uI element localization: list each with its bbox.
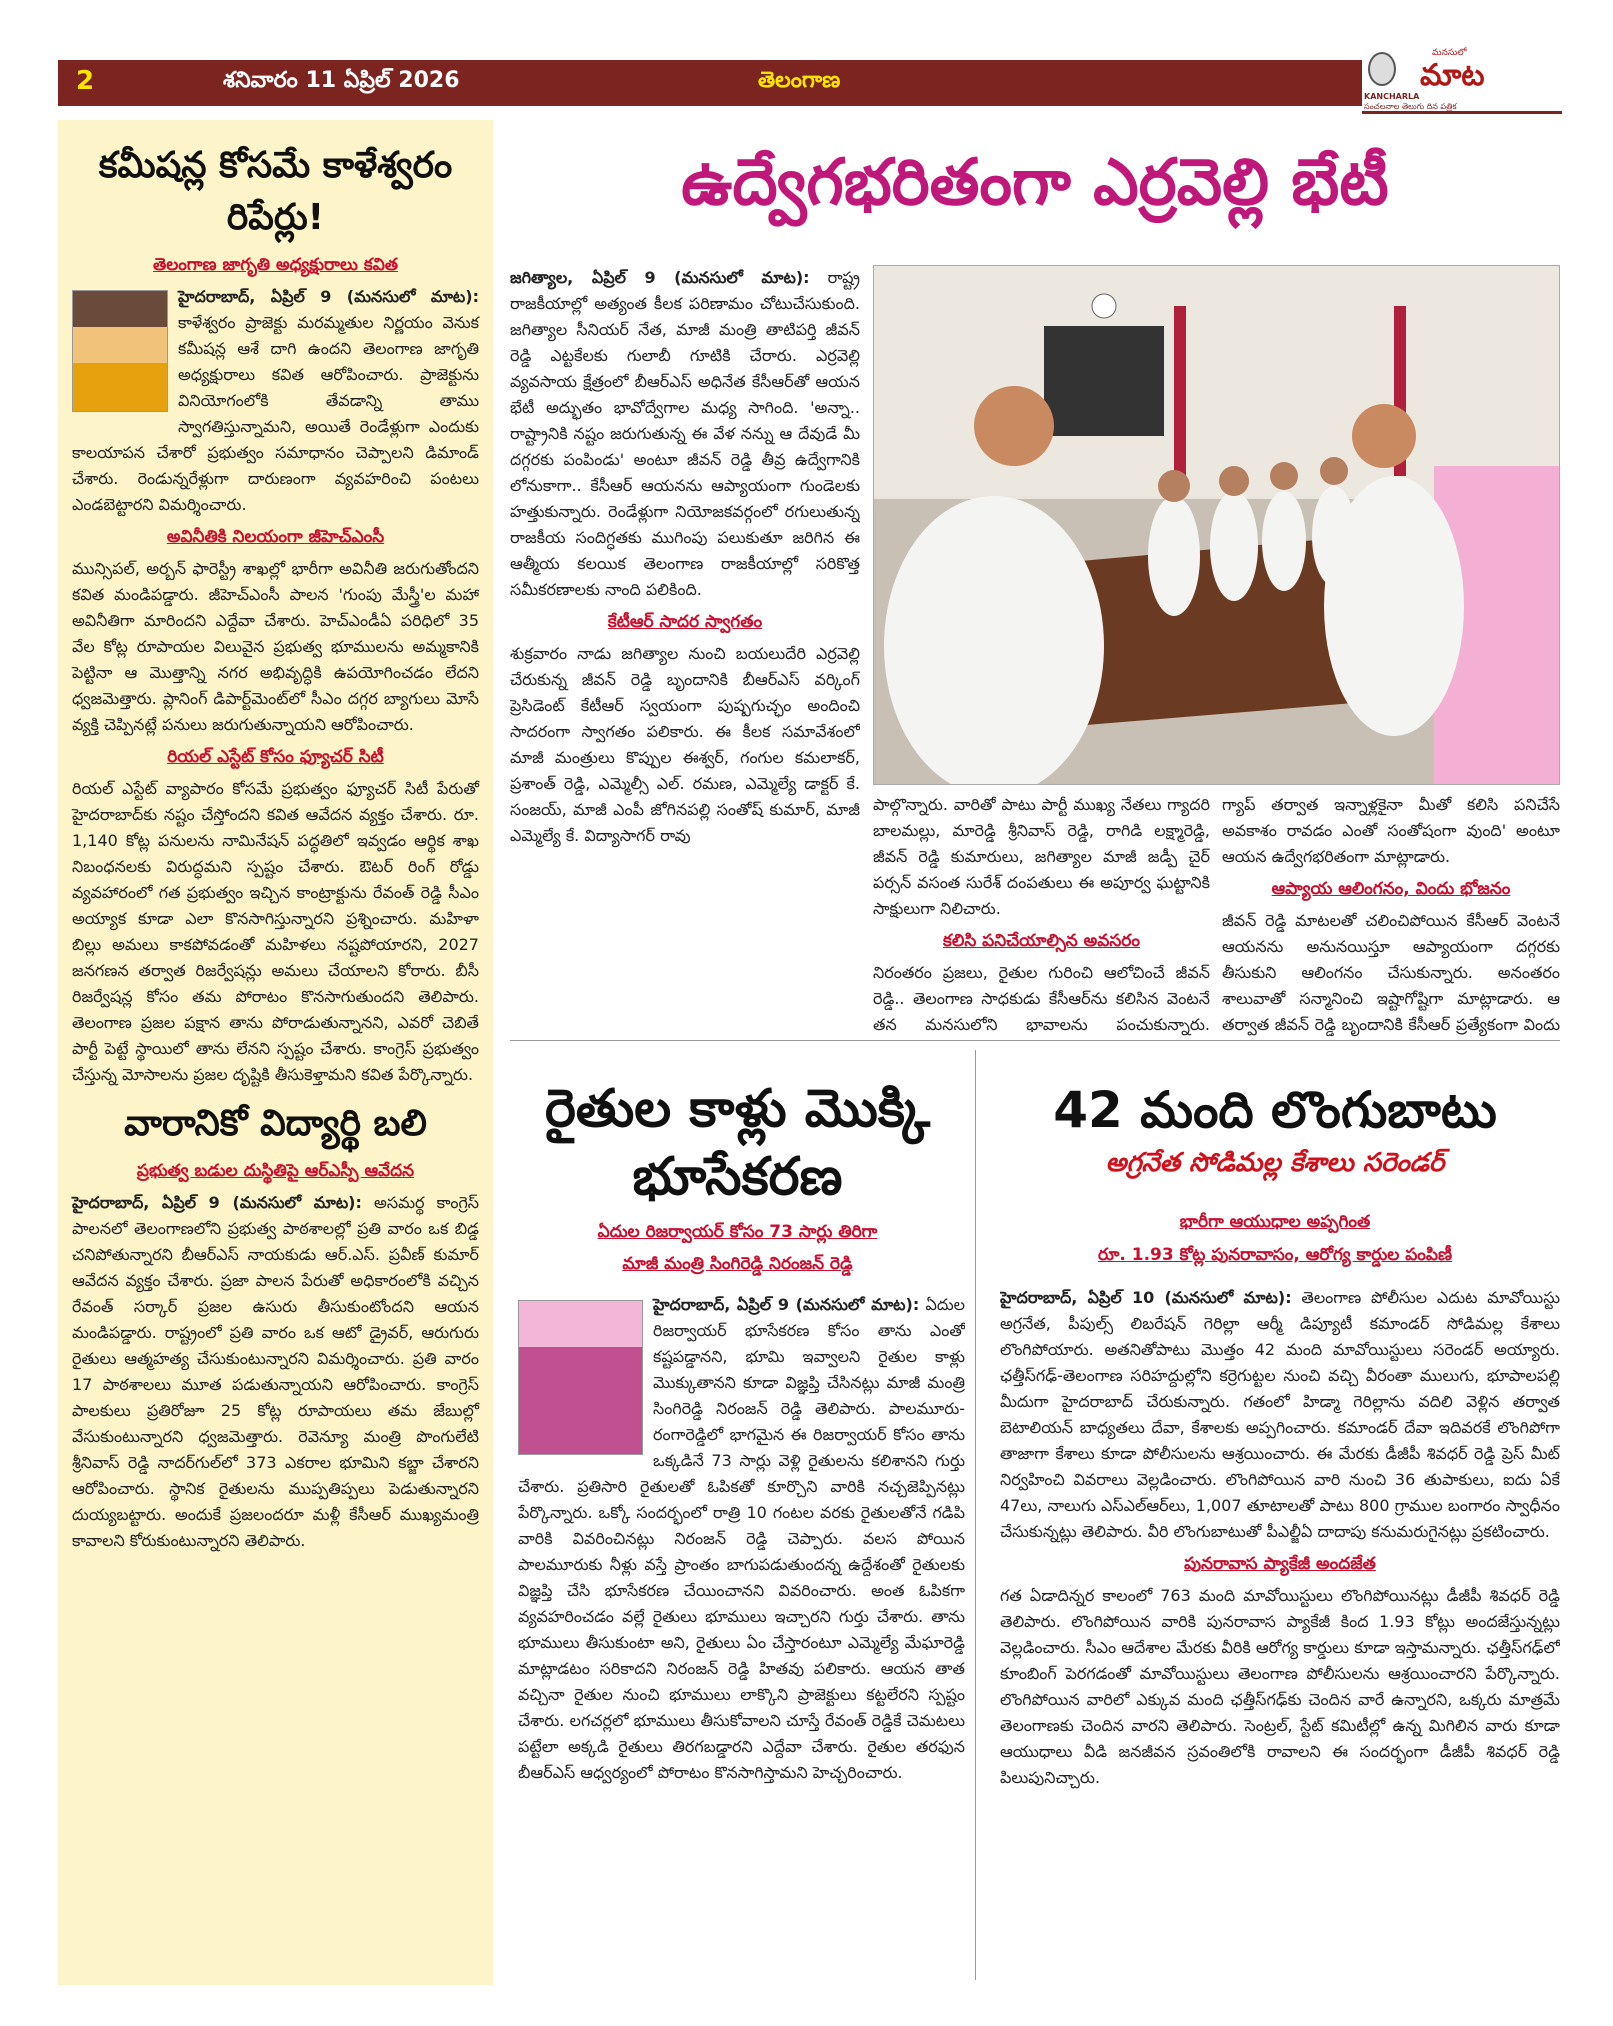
page-number: 2 [76, 66, 95, 96]
vertical-divider [975, 1050, 976, 1980]
article-paragraph [72, 1190, 479, 1554]
dateline: హైదరాబాద్, ఏప్రిల్ 9 (మనసులో మాట): [178, 287, 479, 306]
section-name: తెలంగాణ [758, 68, 841, 93]
subheading: ఆప్యాయ ఆలింగనం, విందు భోజనం [1271, 879, 1511, 899]
paragraph-text: రాష్ట్ర రాజకీయాల్లో అత్యంత కీలక పరిణామం చోటుచేసుకుంది. జగిత్యాల సీనియర్ నేత, మాజీ మంత్రి తాటిపర్తి జీవన్ రెడ్డి ఎట్టకేలకు గులాబీ గూటికి చేరారు. ఎర్రవెల్లి వ్యవసాయ క్షేత్రంలో బీఆర్ఎస్ అధినేత కేసీఆర్‌తో ఆయన భేటీ అద్భుతం భావోద్వేగాల మధ్య సాగింది. 'అన్నా.. రాష్ట్రానికి నష్టం జరుగుతున్న ఈ వేళ నన్ను ఆ దేవుడే మీ దగ్గరకు పంపిండు' అంటూ జీవన్ రెడ్డి తీవ్ర ఉద్వేగానికి లోనుకాగా.. కేసీఆర్ ఆయనను ఆప్యాయంగా గుండెలకు హత్తుకున్నారు. రెండేళ్లుగా నియోజకవర్గంలో రగులుతున్న రాజకీయ సందిగ్ధతకు ముగింపు పలుకుతూ జరిగిన ఈ ఆత్మీయ కలయిక తెలంగాణ రాజకీయాల్లో సరికొత్త సమీకరణాలకు నాంది పలికింది. [510, 268, 860, 599]
subheading: కలిసి పనిచేయాల్సిన అవసరం [943, 931, 1140, 951]
logo-name: మాట [1420, 58, 1485, 93]
maoists-headline: 42 మంది లొంగుబాటు [1053, 1081, 1497, 1139]
farmers-article-body [518, 1292, 965, 1982]
farmers-headline: రైతుల కాళ్లు మొక్కి భూసేకరణ [544, 1079, 931, 1207]
maoists-article-body [1000, 1285, 1560, 1985]
article-paragraph [1000, 1285, 1560, 1545]
paragraph-text: తెలంగాణ పోలీసుల ఎదుట మావోయిస్టు అగ్రనేత, పీపుల్స్ లిబరేషన్ గెరిల్లా ఆర్మీ డిప్యూటీ కమాండర్ సోడిమల్ల కేశాలు లొంగిపోయారు. అతనితోపాటు మొత్తం 42 మంది మావోయిస్టులు సరెండర్ అయ్యారు. ఛత్తీస్‌గఢ్-తెలంగాణ సరిహద్దుల్లోని కర్రెగుట్టల నుంచి వచ్చి వీరంతా ములుగు, భూపాలపల్లి మీదుగా హైదరాబాద్ చేరుకున్నారు. గతంలో హిడ్మా గెరిల్లాను వదిలి వెళ్లిన తర్వాత బెటాలియన్ బాధ్యతలు దేవా, కేశాలకు అప్పగించారు. కమాండర్ దేవా ఇదివరకే లొంగిపోగా తాజాగా కేశాలు కూడా పోలీసులను ఆశ్రయించారు. ఈ మేరకు డీజీపీ శివధర్ రెడ్డి ప్రెస్ మీట్ నిర్వహించి వివరాలు వెల్లడించారు. లొంగిపోయిన వారి నుంచి 36 తుపాకులు, ఐదు ఏకే 47లు, నాలుగు ఎస్ఎల్ఆర్‌లు, 1,007 తూటాలతో పాటు 800 గ్రాముల బంగారం స్వాధీనం చేసుకున్నట్లు తెలిపారు. వీరి లొంగుబాటుతో పీఎల్జీఏ దాదాపు కనుమరుగైనట్లు ప్రకటించారు. [1000, 1288, 1560, 1541]
article-paragraph: రియల్ ఎస్టేట్ వ్యాపారం కోసమే ప్రభుత్వం ఫ్యూచర్ సిటీ పేరుతో హైదరాబాద్‌కు నష్టం చేస్తోందని కవిత ఆవేదన వ్యక్తం చేశారు. రూ. 1,140 కోట్ల పనులను నామినేషన్ పద్ధతిలో ఇవ్వడం ఆర్థిక శాఖ నిబంధనలకు విరుద్ధమని స్పష్టం చేశారు. ఔటర్ రింగ్ రోడ్డు వ్యవహారంలో గత ప్రభుత్వం ఇచ్చిన కాంట్రాక్టును రేవంత్ రెడ్డి సీఎం అయ్యాక కూడా ఎలా కొనసాగిస్తున్నారని ప్రశ్నించారు. మహిళా బిల్లు అమలు కాకపోవడంతో మహిళలు నష్టపోయారని, 2027 జనగణన తర్వాత రిజర్వేషన్లు అమలు చేయాలని కోరారు. బీసీ రిజర్వేషన్ల కోసం తమ పోరాటం కొనసాగుతుందని తెలిపారు. తెలంగాణ ప్రజల పక్షాన తాను పోరాడుతున్నానని, ఎవరో చెబితే పార్టీ పెట్టే స్థాయిలో తాను లేనని స్పష్టం చేశారు. కాంగ్రెస్ ప్రభుత్వం చేస్తున్న మోసాలను ప్రజల దృష్టికి తీసుకెళ్తామని కవిత పేర్కొన్నారు. [72, 779, 479, 1084]
left-column-articles [58, 120, 493, 1985]
article-paragraph: మున్సిపల్, అర్బన్ ఫారెస్ట్రీ శాఖల్లో భారీగా అవినీతి జరుగుతోందని కవిత మండిపడ్డారు. జీహెచ్ఎంసీ పాలన 'గుంపు మేస్త్రీ'ల మహా అవినీతిగా మారిందని ఎద్దేవా చేశారు. హెచ్ఎండీఏ పరిధిలో 35 వేల కోట్ల రూపాయల విలువైన ప్రభుత్వ భూములను అమ్మకానికి పెట్టినా ఆ మొత్తాన్ని నగర అభివృద్ధికి ఉపయోగించడం లేదని ధ్వజమెత్తారు. ప్లానింగ్ డిపార్ట్‌మెంట్‌లో సీఎం దగ్గర బ్యాగులు మోసే వ్యక్తి చెప్పినట్లే పనులు జరుగుతున్నాయని ఆరోపించారు. [72, 559, 479, 734]
article-paragraph [72, 284, 479, 518]
lead-column-3 [1222, 792, 1560, 1042]
logo-brand: KANCHARLA [1364, 92, 1420, 101]
paragraph-text: ఏదుల రిజర్వాయర్ భూసేకరణ కోసం తాను ఎంతో కష్టపడ్డానని, భూమి ఇవ్వాలని రైతుల కాళ్లు మొక్కుతానని కూడా విజ్ఞప్తి చేసినట్లు మాజీ మంత్రి సింగిరెడ్డి నిరంజన్ రెడ్డి తెలిపారు. పాలమూరు-రంగారెడ్డిలో భాగమైన ఈ రిజర్వాయర్ కోసం తాను ఒక్కడినే 73 సార్లు వెళ్లి రైతులను కలిశానని గుర్తు చేశారు. ప్రతిసారి రైతులతో ఓపికతో కూర్చొని వారికి నచ్చజెప్పినట్లు పేర్కొన్నారు. ఒక్కో సందర్భంలో రాత్రి 10 గంటల వరకు రైతులతోనే గడిపి వారికి వివరించినట్లు నిరంజన్ రెడ్డి చెప్పారు. వలస పోయిన పాలమూరుకు నీళ్లు వస్తే ప్రాంతం బాగుపడుతుందన్న ఉద్దేశంతో రైతులకు విజ్ఞప్తి చేసి భూసేకరణ చేయించానని వివరించారు. అంత ఓపికగా వ్యవహరించడం వల్లే రైతులు భూములు ఇచ్చారని గుర్తు చేశారు. తాను భూములు తీసుకుంటా అని, రైతులు ఏం చేస్తారంటూ ఎమ్మెల్యే మేఘారెడ్డి మాట్లాడటం సరికాదని నిరంజన్ రెడ్డి హితవు పలికారు. ఆయన తాత వచ్చినా రైతుల నుంచి భూములు లాక్కొని ప్రాజెక్టులు కట్టలేరని స్పష్టం చేశారు. లగచర్లలో భూములు తీసుకోవాలని చూస్తే రేవంత్ రెడ్డికే చెమటలు పట్టేలా అక్కడి రైతులు తిరగబడ్డారని ఎద్దేవా చేశారు. రైతుల తరఫున బీఆర్ఎస్ ఆధ్వర్యంలో పోరాటం కొనసాగిస్తామని హెచ్చరించారు. [518, 1295, 965, 1782]
dateline: హైదరాబాద్, ఏప్రిల్ 10 (మనసులో మాట): [1000, 1288, 1292, 1307]
article-paragraph: పాల్గొన్నారు. వారితో పాటు పార్టీ ముఖ్య నేతలు గ్యాదరి బాలమల్లు, మారెడ్డి శ్రీనివాస్ రెడ్డి, రాగిడి లక్ష్మారెడ్డి, జీవన్ రెడ్డి కుమారులు, జగిత్యాల మాజీ జడ్పీ చైర్ పర్సన్ వసంత సురేశ్ దంపతులు ఈ అపూర్వ ఘట్టానికి సాక్షులుగా నిలిచారు. [873, 795, 1210, 918]
dateline: హైదరాబాద్, ఏప్రిల్ 9 (మనసులో మాట): [653, 1295, 920, 1314]
horizontal-divider [510, 1040, 1560, 1041]
farmers-subheading: ఏదుల రిజర్వాయర్ కోసం 73 సార్లు తిరిగా [597, 1222, 878, 1242]
subheading: పునరావాస ప్యాకేజీ అందజేత [1184, 1554, 1376, 1574]
maoists-subheading-2: రూ. 1.93 కోట్ల పునరావాసం, ఆరోగ్య కార్డుల పంపిణీ [1097, 1245, 1453, 1265]
maoists-subheading: భారీగా ఆయుధాల అప్పగింత [1179, 1212, 1371, 1232]
article-paragraph [510, 265, 860, 603]
kavitha-photo [72, 290, 168, 412]
niranjan-reddy-photo [518, 1300, 643, 1455]
lead-headline: ఉద్వేగభరితంగా ఎర్రవెల్లి భేటీ [681, 146, 1389, 220]
article-headline: వారానికో విద్యార్థి బలి [124, 1103, 427, 1144]
article-paragraph: జీవన్ రెడ్డి మాటలతో చలించిపోయిన కేసీఆర్ వెంటనే ఆయనను అనునయిస్తూ ఆప్యాయంగా దగ్గరకు తీసుకుని ఆలింగనం చేసుకున్నారు. అనంతరం శాలువాతో సన్మానించి ఇష్టాగోష్టిగా మాట్లాడారు. ఆ తర్వాత జీవన్ రెడ్డి బృందానికి కేసీఆర్ ప్రత్యేకంగా విందు [1222, 911, 1560, 1034]
article-paragraph [518, 1292, 965, 1786]
subheading: అవినీతికి నిలయంగా జీహెచ్ఎంసీ [166, 527, 385, 547]
paragraph-text: కాళేశ్వరం ప్రాజెక్టు మరమ్మతుల నిర్ణయం వెనుక కమీషన్ల ఆశే దాగి ఉందని తెలంగాణ జాగృతి అధ్యక్షురాలు కవిత ఆరోపించారు. ప్రాజెక్టును వినియోగంలోకి తేవడాన్ని తాము స్వాగతిస్తున్నామని, అయితే రెండేళ్లుగా ఎందుకు కాలయాపన చేశారో ప్రభుత్వం సమాధానం చెప్పాలని డిమాండ్ చేశారు. రెండున్నరేళ్లుగా దారుణంగా వ్యవహరించి పంటలు ఎండబెట్టారని విమర్శించారు. [72, 313, 479, 514]
founder-portrait-icon [1368, 52, 1396, 86]
maoists-kicker: అగ్రనేత సోడిమల్ల కేశాలు సరెండర్ [1105, 1148, 1445, 1178]
article-byline: ప్రభుత్వ బడుల దుస్థితిపై ఆర్ఎస్పీ ఆవేదన [136, 1161, 415, 1181]
page-header-bar [58, 60, 1560, 106]
subheading: రియల్ ఎస్టేట్ కోసం ఫ్యూచర్ సిటీ [167, 747, 384, 767]
article-paragraph: శుక్రవారం నాడు జగిత్యాల నుంచి బయలుదేరి ఎర్రవెల్లి చేరుకున్న జీవన్ రెడ్డి బృందానికి బీఆర్ఎస్ వర్కింగ్ ప్రెసిడెంట్ కేటీఆర్ స్వయంగా పుష్పగుచ్ఛం అందించి సాదరంగా స్వాగతం పలికారు. ఈ కీలక సమావేశంలో మాజీ మంత్రులు కొప్పుల ఈశ్వర్, గంగుల కమలాకర్, ప్రశాంత్ రెడ్డి, ఎమ్మెల్సీ ఎల్. రమణ, ఎమ్మెల్యే డాక్టర్ కే. సంజయ్, మాజీ ఎంపీ జోగినపల్లి సంతోష్ కుమార్, మాజీ ఎమ్మెల్యే కే. విద్యాసాగర్ రావు [510, 644, 860, 845]
issue-date: శనివారం 11 ఏప్రిల్ 2026 [223, 68, 460, 93]
article-paragraph: గ్యాప్ తర్వాత ఇన్నాళ్లకైనా మీతో కలిసి పనిచేసే అవకాశం రావడం ఎంతో సంతోషంగా వుంది' అంటూ ఆయన ఉద్వేగభరితంగా మాట్లాడారు. [1222, 795, 1560, 866]
article-paragraph: గత ఏడాదిన్నర కాలంలో 763 మంది మావోయిస్టులు లొంగిపోయినట్లు డీజీపీ శివధర్ రెడ్డి తెలిపారు. లొంగిపోయిన వారికి పునరావాస ప్యాకేజీ కింద 1.93 కోట్లు అందజేస్తున్నట్లు వెల్లడించారు. సీఎం ఆదేశాల మేరకు వీరికి ఆరోగ్య కార్డులు కూడా ఇస్తామన్నారు. ఛత్తీస్‌గఢ్‌లో కూంబింగ్ పెరగడంతో మావోయిస్టులు తెలంగాణ పోలీసులను ఆశ్రయించారని పేర్కొన్నారు. లొంగిపోయిన వారిలో ఎక్కువ మంది ఛత్తీస్‌గఢ్‌కు చెందిన వారే ఉన్నారని, ఒక్కరు మాత్రమే తెలంగాణకు చెందిన వారని తెలిపారు. సెంట్రల్, స్టేట్ కమిటీల్లో ఉన్న మిగిలిన వారు కూడా ఆయుధాలు వీడి జనజీవన స్రవంతిలోకి రావాలని ఈ సందర్భంగా డీజీపీ శివధర్ రెడ్డి పిలుపునిచ్చారు. [1000, 1586, 1560, 1787]
article-paragraph: నిరంతరం ప్రజలు, రైతుల గురించి ఆలోచించే జీవన్ రెడ్డి.. తెలంగాణ సాధకుడు కేసీఆర్‌ను కలిసిన వెంటనే తన మనసులోని భావాలను పంచుకున్నారు. [873, 963, 1210, 1034]
logo-tagline: సంచలనాల తెలుగు దిన పత్రిక [1364, 102, 1457, 111]
dateline: హైదరాబాద్, ఏప్రిల్ 9 (మనసులో మాట): [72, 1193, 362, 1212]
newspaper-logo [1362, 48, 1562, 114]
subheading: కేటీఆర్ సాదర స్వాగతం [607, 612, 763, 632]
article-headline: కమీషన్ల కోసమే కాళేశ్వరం రిపేర్లు! [98, 145, 453, 238]
farmers-byline: మాజీ మంత్రి సింగిరెడ్డి నిరంజన్ రెడ్డి [622, 1254, 853, 1274]
article-byline: తెలంగాణ జాగృతి అధ్యక్షురాలు కవిత [152, 255, 399, 275]
lead-column-1 [510, 265, 860, 1045]
kcr-meeting-photo [873, 265, 1560, 785]
meeting-photo-illustration [874, 266, 1560, 785]
logo-small: మనసులో [1432, 48, 1467, 58]
dateline: జగిత్యాల, ఏప్రిల్ 9 (మనసులో మాట): [510, 268, 810, 287]
lead-column-2 [873, 792, 1210, 1042]
paragraph-text: అసమర్థ కాంగ్రెస్ పాలనలో తెలంగాణలోని ప్రభుత్వ పాఠశాలల్లో ప్రతి వారం ఒక బిడ్డ చనిపోతున్నారని బీఆర్ఎస్ నాయకుడు ఆర్.ఎస్. ప్రవీణ్ కుమార్ ఆవేదన వ్యక్తం చేశారు. ప్రజా పాలన పేరుతో అధికారంలోకి వచ్చిన రేవంత్ సర్కార్ ప్రజల ఉసురు తీసుకుంటోందని ఆయన మండిపడ్డారు. రాష్ట్రంలో ప్రతి వారం ఒక ఆటో డ్రైవర్, ఆరుగురు రైతులు ఆత్మహత్య చేసుకుంటున్నారని విమర్శించారు. ప్రతి వారం 17 పాఠశాలలు మూత పడుతున్నాయని ఆరోపించారు. కాంగ్రెస్ పాలకులు ప్రతిరోజూ 25 కోట్ల రూపాయలు తమ జేబుల్లో వేసుకుంటున్నారని ధ్వజమెత్తారు. రెవెన్యూ మంత్రి పొంగులేటి శ్రీనివాస్ రెడ్డి నాదర్‌గుల్‌లో 373 ఎకరాల భూమిని కబ్జా చేశారని ఆరోపించారు. స్థానిక రైతులను ముప్పతిప్పలు పెడుతున్నారని దుయ్యబట్టారు. అందుకే ప్రజలందరూ మళ్లీ కేసీఆర్ ముఖ్యమంత్రి కావాలని కోరుకుంటున్నారని తెలిపారు. [72, 1193, 479, 1550]
